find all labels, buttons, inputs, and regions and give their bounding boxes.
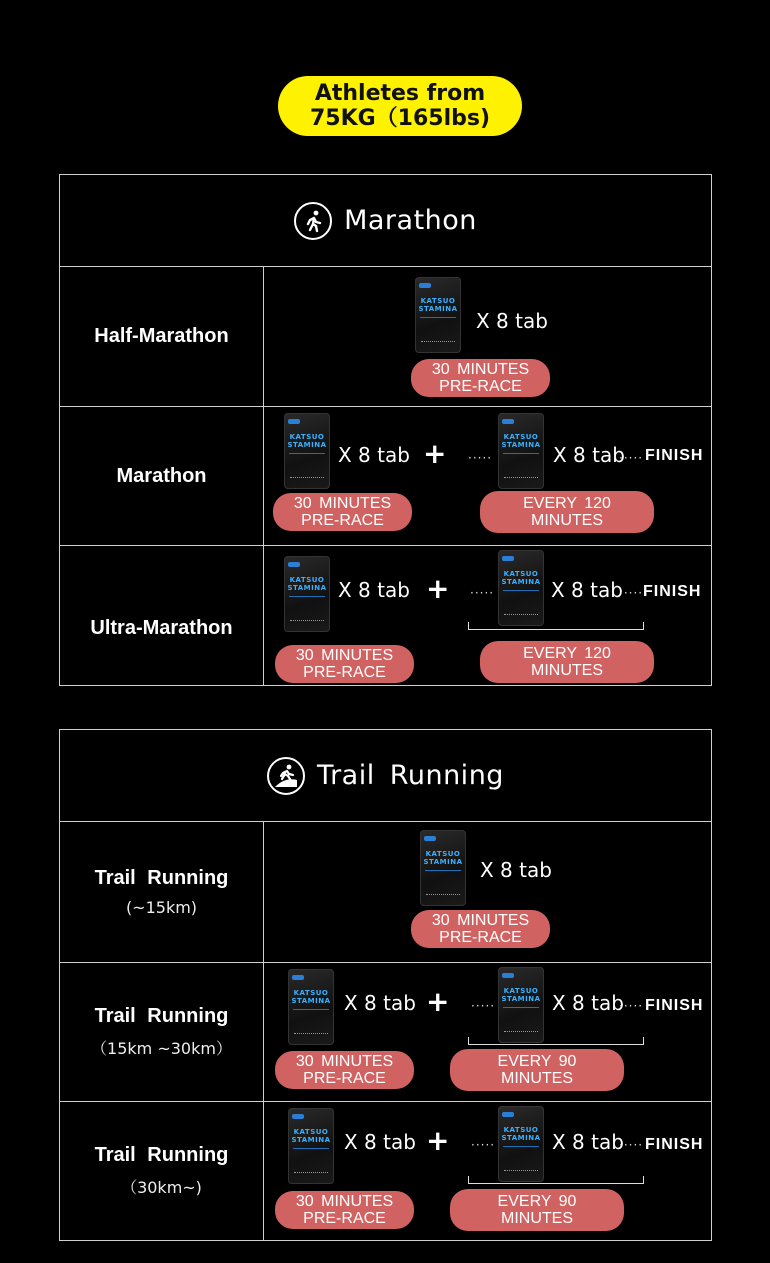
row-trail-15 [60, 822, 711, 962]
row-name: Trail Running [94, 1144, 229, 1166]
row-half-marathon [60, 267, 711, 406]
qty-label: X 8 tab [480, 858, 552, 882]
dot-leader: ····· [619, 586, 644, 600]
plus-sign: + [426, 572, 450, 605]
dot-leader: ····· [619, 451, 644, 465]
plus-sign: + [426, 1124, 450, 1157]
finish-label: FINISH [645, 1136, 704, 1153]
row-content [264, 963, 711, 1101]
row-ultra-marathon [60, 545, 711, 685]
qty-label: X 8 tab [344, 991, 416, 1015]
every-90-pill: EVERY 90 MINUTES [450, 1049, 624, 1091]
qty-label: X 8 tab [551, 578, 623, 602]
pre-race-pill: 30 MINUTES PRE-RACE [275, 645, 414, 683]
marathon-table [59, 174, 712, 686]
pre-race-pill: 30 MINUTES PRE-RACE [275, 1191, 414, 1229]
supplement-pack: KATSUO STAMINA [415, 277, 461, 353]
row-label [60, 822, 264, 962]
row-content [264, 822, 711, 962]
supplement-pack: KATSUO STAMINA [498, 550, 544, 626]
row-trail-15-30 [60, 962, 711, 1101]
qty-label: X 8 tab [552, 991, 624, 1015]
plus-sign: + [423, 437, 447, 470]
trail-runner-icon [267, 757, 305, 795]
every-90-pill: EVERY 90 MINUTES [450, 1189, 624, 1231]
row-marathon [60, 406, 711, 545]
row-label [60, 407, 264, 545]
dot-leader: ····· [619, 999, 644, 1013]
qty-label: X 8 tab [338, 578, 410, 602]
supplement-pack: KATSUO STAMINA [284, 556, 330, 632]
supplement-pack: KATSUO STAMINA [288, 1108, 334, 1184]
qty-label: X 8 tab [552, 1130, 624, 1154]
row-content [264, 1102, 711, 1240]
qty-label: X 8 tab [553, 443, 625, 467]
dot-leader: ····· [471, 1138, 496, 1152]
row-label [60, 1102, 264, 1240]
row-content [264, 407, 711, 545]
row-trail-30 [60, 1101, 711, 1240]
supplement-pack: KATSUO STAMINA [284, 413, 330, 489]
trail-title: Trail Running [317, 760, 504, 791]
row-label [60, 546, 264, 685]
repeat-bracket [468, 622, 644, 630]
finish-label: FINISH [643, 583, 702, 600]
row-name: Trail Running [94, 867, 229, 889]
runner-icon [294, 202, 332, 240]
row-label [60, 963, 264, 1101]
qty-label: X 8 tab [476, 309, 548, 333]
badge-line-1: Athletes from [314, 81, 486, 106]
supplement-pack: KATSUO STAMINA [288, 969, 334, 1045]
pre-race-pill: 30 MINUTES PRE-RACE [273, 493, 412, 531]
repeat-bracket [468, 1037, 644, 1045]
row-name: Trail Running [94, 1005, 229, 1027]
plus-sign: + [426, 985, 450, 1018]
supplement-pack: KATSUO STAMINA [420, 830, 466, 906]
trail-header [60, 730, 711, 822]
qty-label: X 8 tab [338, 443, 410, 467]
finish-label: FINISH [645, 997, 704, 1014]
row-name: Ultra-Marathon [90, 617, 233, 639]
pre-race-pill: 30 MINUTES PRE-RACE [275, 1051, 414, 1089]
trail-running-table [59, 729, 712, 1241]
badge-line-2: 75KG（165lbs) [309, 106, 491, 131]
row-distance: (~15km) [125, 898, 198, 917]
marathon-header [60, 175, 711, 267]
marathon-title: Marathon [344, 205, 477, 236]
row-name: Half-Marathon [94, 325, 229, 347]
supplement-pack: KATSUO STAMINA [498, 413, 544, 489]
row-distance: （15km ~30km） [91, 1039, 232, 1058]
finish-label: FINISH [645, 447, 704, 464]
dot-leader: ····· [619, 1138, 644, 1152]
weight-badge [278, 76, 522, 136]
every-120-pill: EVERY 120 MINUTES [480, 641, 654, 683]
row-label [60, 267, 264, 406]
supplement-pack: KATSUO STAMINA [498, 1106, 544, 1182]
row-distance: （30km~) [121, 1178, 202, 1197]
row-content [264, 546, 711, 685]
dot-leader: ····· [471, 999, 496, 1013]
qty-label: X 8 tab [344, 1130, 416, 1154]
row-name: Marathon [116, 464, 207, 487]
supplement-pack: KATSUO STAMINA [498, 967, 544, 1043]
repeat-bracket [468, 1176, 644, 1184]
row-content [264, 267, 711, 406]
pre-race-pill: 30 MINUTES PRE-RACE [411, 910, 550, 948]
dot-leader: ····· [468, 451, 493, 465]
every-120-pill: EVERY 120 MINUTES [480, 491, 654, 533]
dot-leader: ····· [470, 586, 495, 600]
pre-race-pill: 30 MINUTES PRE-RACE [411, 359, 550, 397]
